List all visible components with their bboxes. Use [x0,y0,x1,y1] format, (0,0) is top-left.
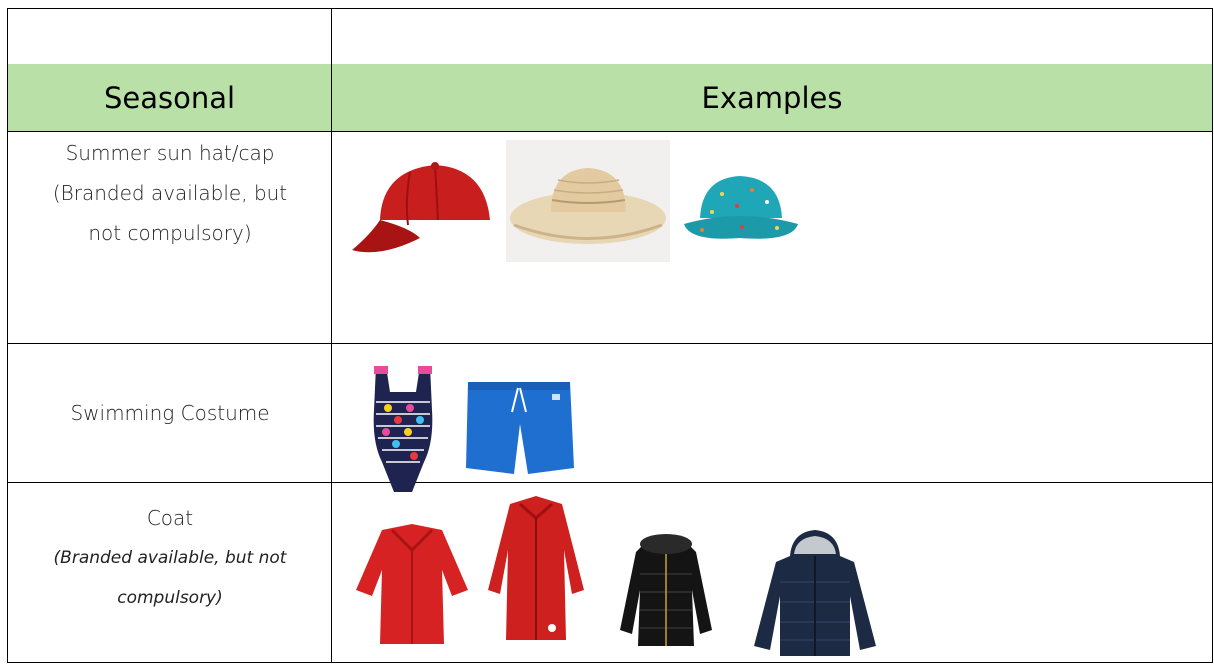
swim-shorts-image [462,378,576,478]
table-divider [7,343,1213,344]
table-border-top [7,8,1213,9]
table-divider [7,131,1213,132]
header-seasonal: Seasonal [103,80,236,115]
straw-hat-image [506,140,670,262]
row-label-swimming [8,393,332,433]
bucket-hat-image [682,172,800,244]
row-label-line: Swimming Costume [70,401,270,425]
swimsuit-image [368,362,438,496]
row-label-line: Summer sun hat/cap [65,141,275,165]
table-border-bottom [7,662,1213,663]
table-divider [7,482,1213,483]
row-label-coat [8,498,332,618]
row-label-note: compulsory) [117,588,223,608]
table-border-right [1212,8,1213,663]
header-examples: Examples [701,80,843,115]
row-label-line: (Branded available, but [52,181,288,205]
navy-puffer-image [750,526,880,662]
red-cap-image [350,150,500,260]
row-label-note: (Branded available, but not [53,548,287,568]
row-label-line: not compulsory) [88,221,252,245]
red-fleece-image [352,520,472,650]
row-label-line: Coat [146,506,194,530]
black-puffer-image [616,530,716,650]
row-label-sun-hat [8,133,332,253]
red-zip-jacket-image [484,490,588,650]
